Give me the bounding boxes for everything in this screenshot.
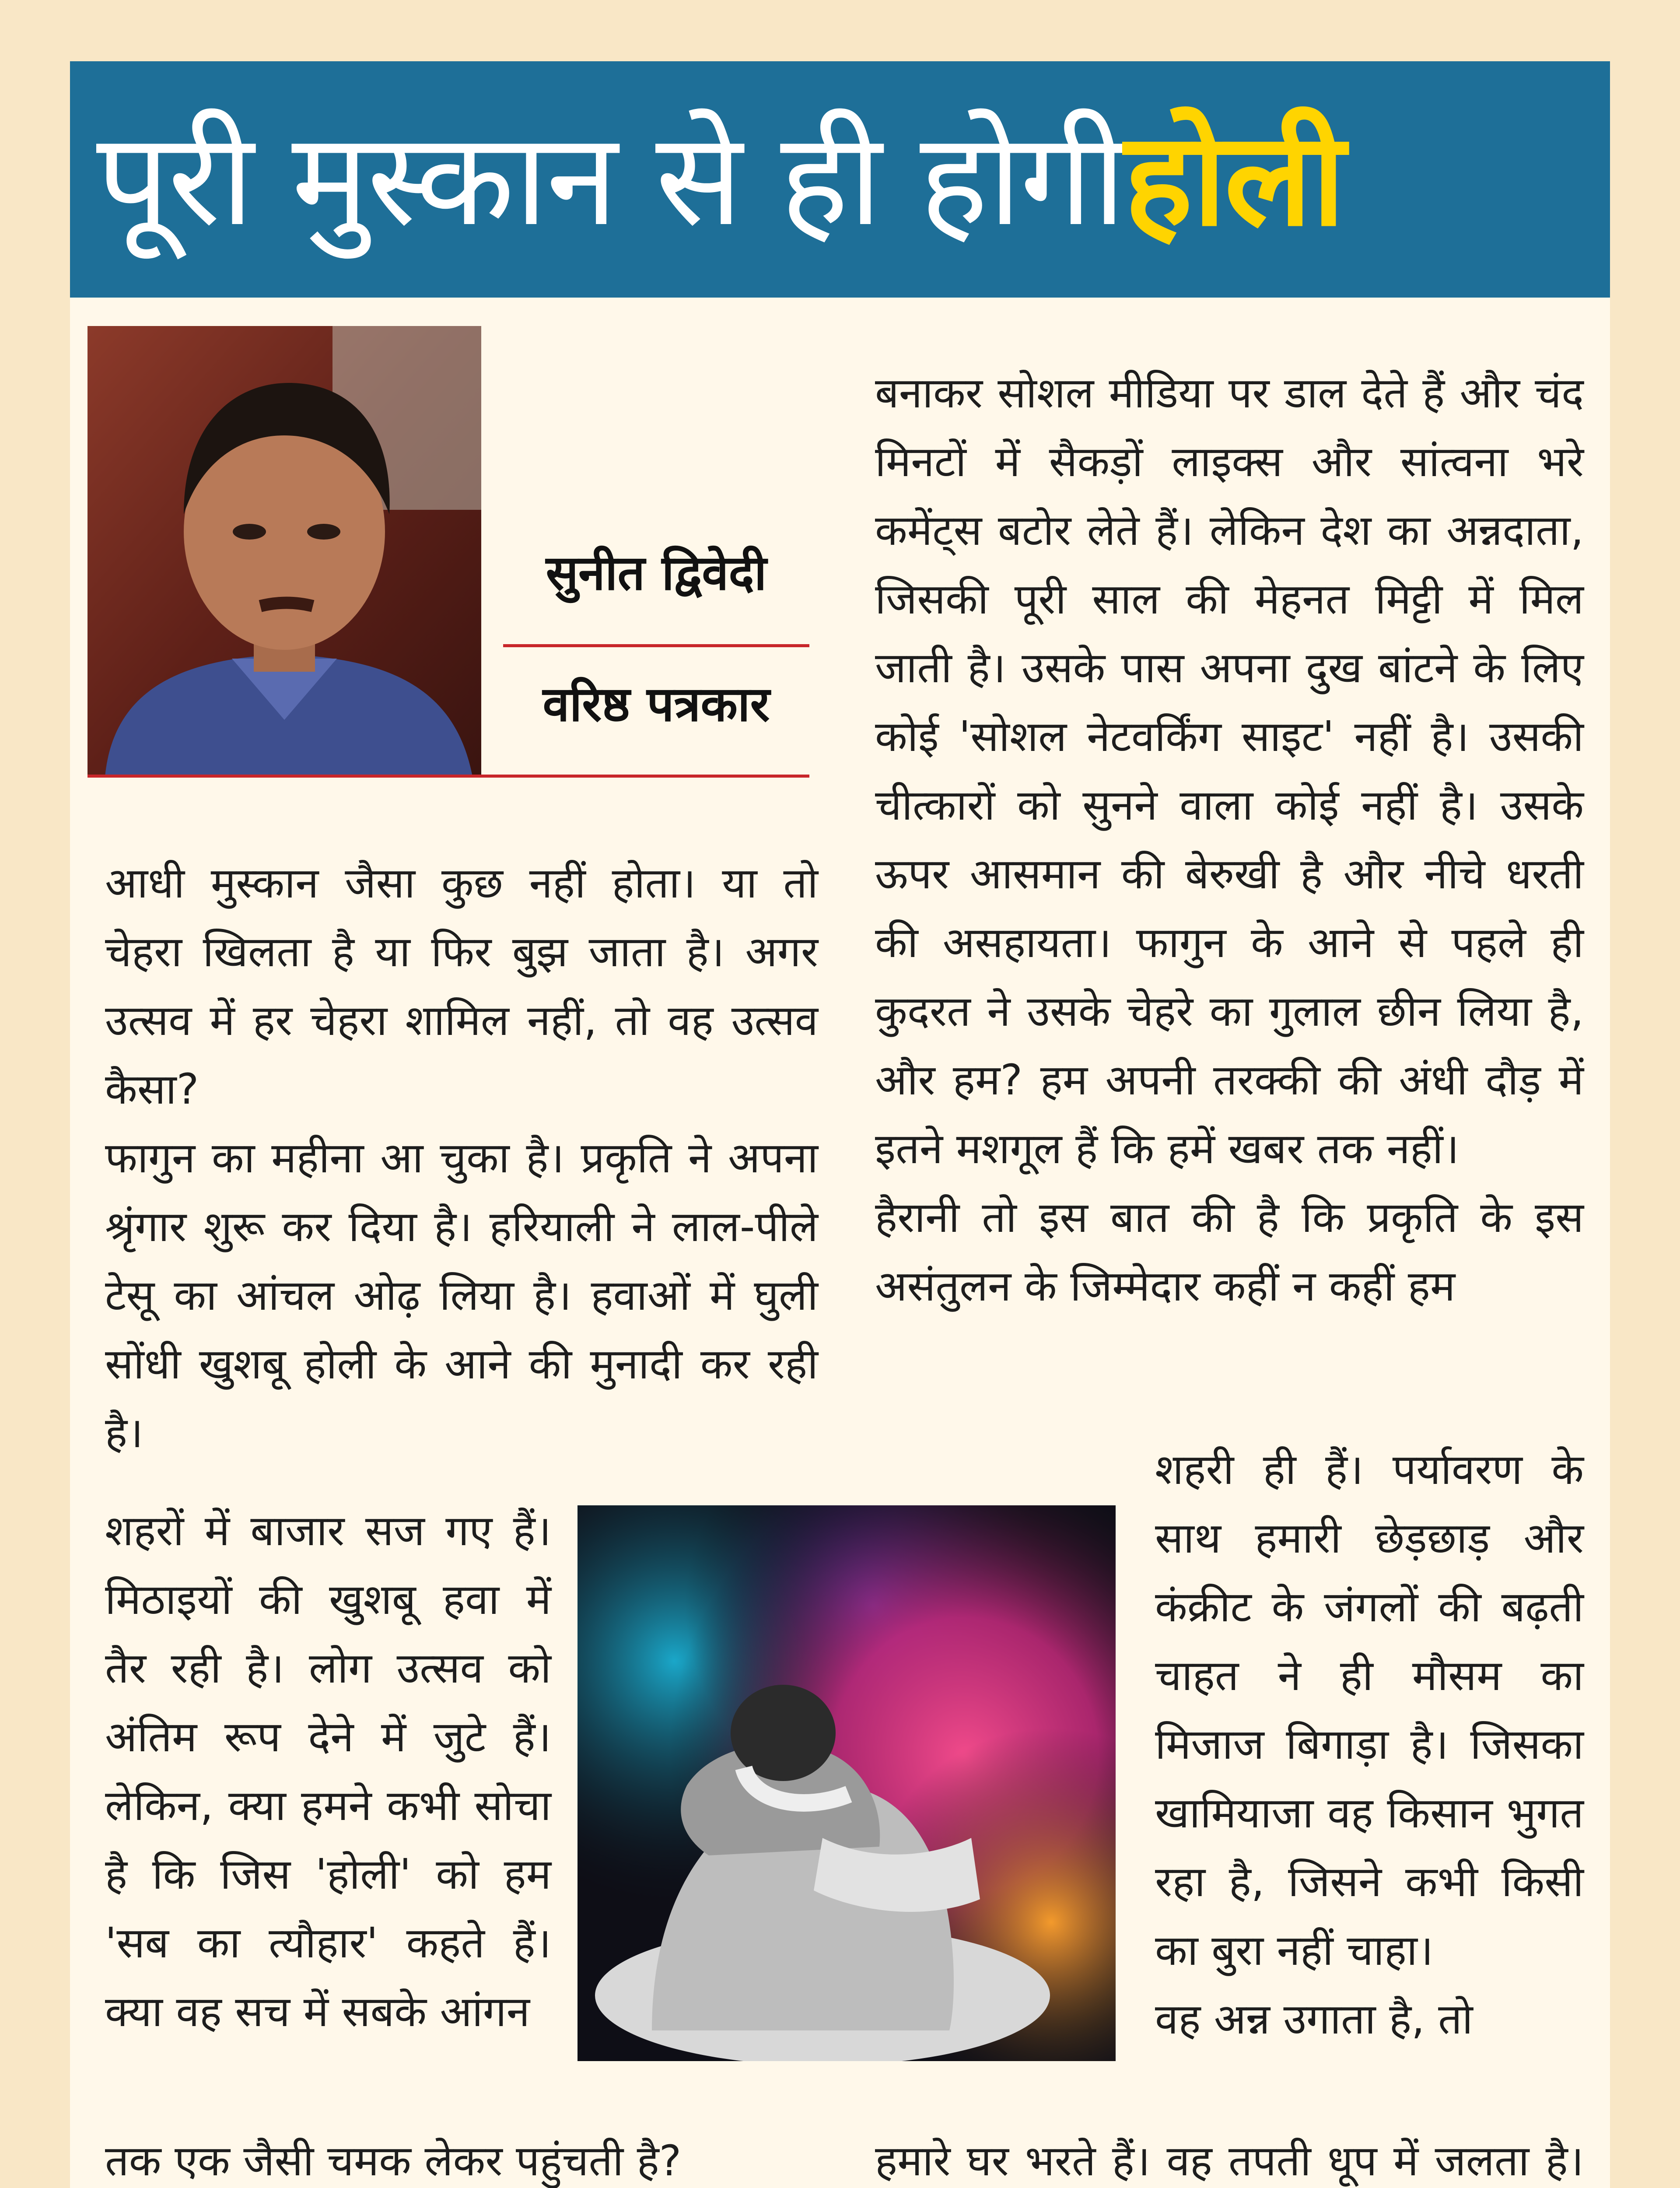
right-text-wrap (1155, 1435, 1584, 2054)
author-title: वरिष्ठ पत्रकार (542, 676, 770, 732)
right-text-top (875, 359, 1584, 1321)
paragraph: बनाकर सोशल मीडिया पर डाल देते हैं और चंद मिनटों में सैकड़ों लाइक्स और सांत्वना भरे कमेंट्स बटोर लेते हैं। लेकिन देश का अन्नदाता, जिसकी पूरी साल की मेहनत मिट्टी में मिल जाती है। उसके पास अपना दुख बांटने के लिए कोई 'सोशल नेटवर्किंग साइट' नहीं है। उसकी चीत्कारों को सुनने वाला कोई नहीं है। उसके ऊपर आसमान की बेरुखी है और नीचे धरती की असहायता। फागुन के आने से पहले ही कुदरत ने उसके चेहरे का गुलाल छीन लिया है, और हम? हम अपनी तरक्की की अंधी दौड़ में इतने मशगूल हैं कि हमें खबर तक नहीं। (875, 368, 1584, 1173)
author-photo (88, 326, 481, 777)
headline-banner (70, 61, 1610, 298)
paragraph: फागुन का महीना आ चुका है। प्रकृति ने अपना श्रृंगार शुरू कर दिया है। हरियाली ने लाल-पीले टेसू का आंचल ओढ़ लिया है। हवाओं में घुली सोंधी खुशबू होली के आने की मुनादी कर रही है। (105, 1133, 818, 1457)
paragraph: वह अन्न उगाता है, तो (1155, 1995, 1473, 2044)
headline (96, 70, 1610, 289)
paragraph: आधी मुस्कान जैसा कुछ नहीं होता। या तो चेहरा खिलता है या फिर बुझ जाता है। अगर उत्सव में हर चेहरा शामिल नहीं, तो वह उत्सव कैसा? (105, 859, 818, 1114)
left-text-bottom (105, 2127, 818, 2188)
headline-text: पूरी मुस्कान से ही होगी (96, 104, 1124, 255)
left-text-top (105, 849, 818, 1467)
left-text-wrap (105, 1497, 551, 2046)
headline-highlight: होली (1124, 104, 1344, 255)
farmer-photo (578, 1505, 1116, 2061)
author-name: सुनीत द्विवेदी (546, 545, 767, 601)
paragraph: शहरों में बाजार सज गए हैं। मिठाइयों की खुशबू हवा में तैर रही है। लोग उत्सव को अंतिम रूप देने में जुटे हैं। लेकिन, क्या हमने कभी सोचा है कि जिस 'होली' को हम 'सब का त्यौहार' कहते हैं। क्या वह सच में सबके आंगन (105, 1506, 551, 2036)
right-text-bottom (875, 2127, 1584, 2188)
paragraph: हमारे घर भरते हैं। वह तपती धूप में जलता है। (875, 2136, 1584, 2185)
paragraph: हैरानी तो इस बात की है कि प्रकृति के इस असंतुलन के जिम्मेदार कहीं न कहीं हम (875, 1193, 1584, 1311)
paragraph: तक एक जैसी चमक लेकर पहुंचती है? (105, 2136, 682, 2185)
paragraph: शहरी ही हैं। पर्यावरण के साथ हमारी छेड़छाड़ और कंक्रीट के जंगलों की बढ़ती चाहत ने ही मौसम का मिजाज बिगाड़ा है। जिसका खामियाजा वह किसान भुगत रहा है, जिसने कभी किसी का बुरा नहीं चाहा। (1155, 1445, 1584, 1975)
author-byline (503, 538, 809, 604)
author-section-divider (88, 775, 809, 778)
byline-divider (503, 644, 809, 647)
